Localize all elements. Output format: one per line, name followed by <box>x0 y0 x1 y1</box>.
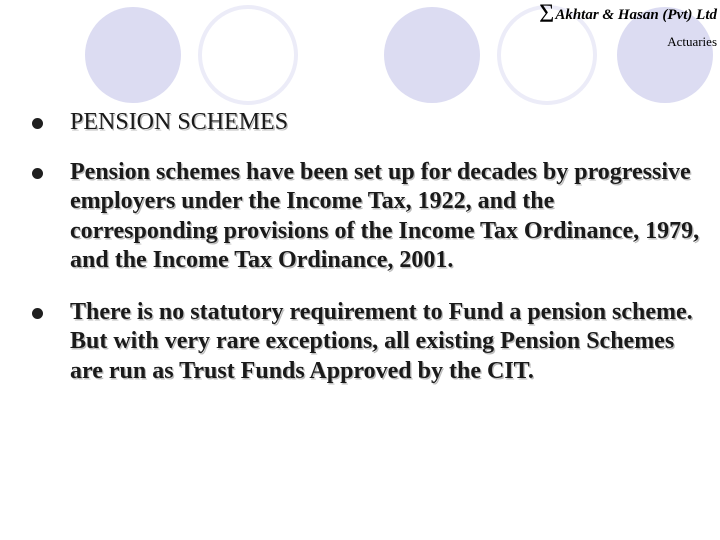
company-name: Akhtar & Hasan (Pvt) Ltd <box>555 7 717 23</box>
header <box>539 0 717 50</box>
company-line <box>539 0 717 28</box>
bullet-dot-icon <box>32 168 43 179</box>
bullet-item <box>0 298 720 387</box>
sigma-logo: Σ <box>539 0 555 28</box>
bullet-text: PENSION SCHEMES <box>70 109 289 135</box>
bullet-dot-icon <box>32 308 43 319</box>
bullet-dot-icon <box>32 118 43 129</box>
filled-circle-2 <box>384 7 480 103</box>
filled-circle-1 <box>85 7 181 103</box>
bullet-text: There is no statutory requirement to Fund a pension scheme. But with very rare exceptions, all existing Pension Schemes are run as Trust Funds Approved by the CIT. <box>70 298 693 384</box>
outline-circle-1 <box>200 7 296 103</box>
bullet-list <box>0 108 720 408</box>
bullet-item <box>0 158 720 276</box>
bullet-item <box>0 108 720 138</box>
tagline: Actuaries <box>667 34 717 49</box>
bullet-text: Pension schemes have been set up for decades by progressive employers under the Income Tax, 1922, and the corresponding provisions of the Income Tax Ordinance, 1979, and the Income Tax Ordinance, 2001. <box>70 158 700 273</box>
